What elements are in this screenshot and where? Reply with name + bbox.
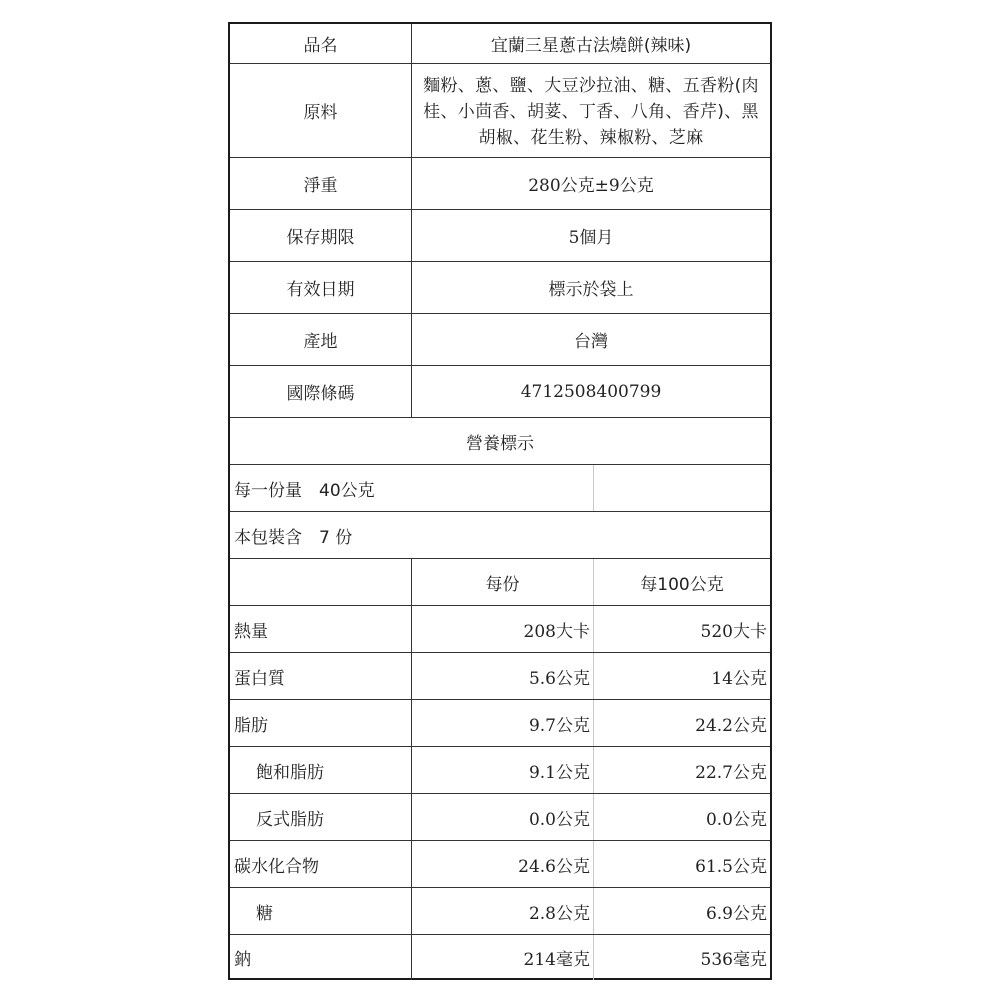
- row-nutrient-sugar: [230, 888, 770, 935]
- row-nutrient-energy: [230, 606, 770, 653]
- label-barcode: 國際條碼: [230, 366, 412, 417]
- value-origin: 台灣: [574, 332, 608, 352]
- label-ingredients: 原料: [230, 64, 412, 157]
- nutrient-label: 碳水化合物: [230, 841, 412, 887]
- row-net-weight: [230, 158, 770, 210]
- value-barcode: 4712508400799: [520, 381, 662, 402]
- row-nutrient-saturated-fat: [230, 747, 770, 794]
- label-product-name: 品名: [230, 24, 412, 63]
- nutrient-per-100g: 22.7公克: [695, 762, 767, 783]
- nutrient-per-serving: 9.7公克: [412, 700, 594, 746]
- label-origin: 產地: [230, 314, 412, 365]
- nutrient-label: 蛋白質: [230, 653, 412, 699]
- nutrient-per-serving: 9.1公克: [412, 747, 594, 793]
- nutrient-label: 脂肪: [230, 700, 412, 746]
- nutrient-per-100g: 0.0公克: [705, 809, 767, 830]
- nutrient-per-100g: 536毫克: [700, 950, 767, 970]
- label-net-weight: 淨重: [230, 158, 412, 209]
- nutrient-per-serving: 208大卡: [412, 606, 594, 652]
- row-nutrition-title: [230, 418, 770, 465]
- nutrient-per-serving: 24.6公克: [412, 841, 594, 887]
- serving-size: 每一份量 40公克: [230, 465, 594, 511]
- row-shelf-life: [230, 210, 770, 262]
- nutrient-per-100g: 6.9公克: [705, 903, 767, 924]
- nutrient-per-serving: 0.0公克: [412, 794, 594, 840]
- value-product-name: 宜蘭三星蔥古法燒餅(辣味): [490, 36, 692, 56]
- nutrient-label: 飽和脂肪: [230, 747, 412, 793]
- nutrient-per-serving: 214毫克: [412, 935, 594, 980]
- row-ingredients: [230, 64, 770, 158]
- value-net-weight: 280公克±9公克: [528, 176, 654, 196]
- row-servings-per-pack: [230, 512, 770, 559]
- row-origin: [230, 314, 770, 366]
- header-per-100g: 每100公克: [640, 574, 724, 595]
- product-label-table: [228, 22, 772, 980]
- nutrient-per-100g: 24.2公克: [695, 715, 767, 736]
- value-shelf-life: 5個月: [568, 228, 614, 248]
- nutrient-per-serving: 2.8公克: [412, 888, 594, 934]
- servings-per-pack: 本包裝含 7 份: [234, 527, 353, 548]
- nutrient-label: 反式脂肪: [230, 794, 412, 840]
- row-nutrient-trans-fat: [230, 794, 770, 841]
- row-nutrient-protein: [230, 653, 770, 700]
- nutrient-label: 糖: [230, 888, 412, 934]
- row-serving-size: [230, 465, 770, 512]
- nutrient-label: 鈉: [230, 935, 412, 980]
- label-expiry-date: 有效日期: [230, 262, 412, 313]
- row-nutrient-carbohydrate: [230, 841, 770, 888]
- value-ingredients: 麵粉、蔥、鹽、大豆沙拉油、糖、五香粉(肉桂、小茴香、胡荽、丁香、八角、香芹)、黑胡椒、花生粉、辣椒粉、芝麻: [423, 75, 759, 148]
- row-product-name: [230, 24, 770, 64]
- nutrient-label: 熱量: [230, 606, 412, 652]
- row-nutrient-fat: [230, 700, 770, 747]
- header-nutrient-blank: [230, 559, 412, 605]
- nutrient-per-serving: 5.6公克: [412, 653, 594, 699]
- row-expiry-date: [230, 262, 770, 314]
- row-nutrient-sodium: [230, 935, 770, 980]
- row-nutrition-header: [230, 559, 770, 606]
- nutrition-title: 營養標示: [466, 433, 534, 454]
- nutrient-per-100g: 14公克: [711, 668, 767, 689]
- nutrient-per-100g: 61.5公克: [695, 856, 767, 877]
- header-per-serving: 每份: [412, 559, 594, 605]
- nutrient-per-100g: 520大卡: [700, 621, 767, 642]
- row-barcode: [230, 366, 770, 418]
- value-expiry-date: 標示於袋上: [548, 280, 634, 300]
- label-shelf-life: 保存期限: [230, 210, 412, 261]
